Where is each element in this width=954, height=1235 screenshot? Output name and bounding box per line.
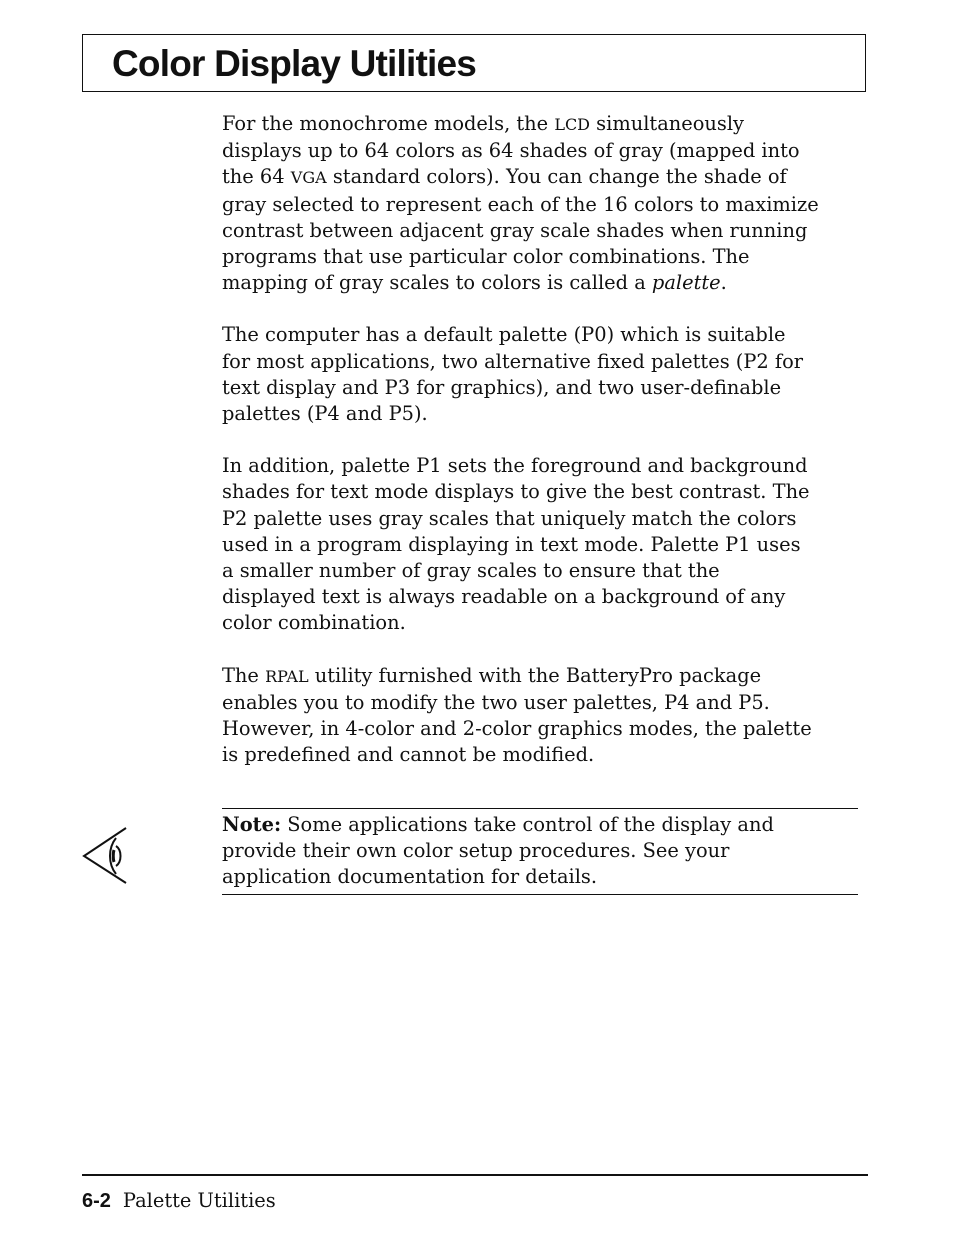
page-footer xyxy=(82,1188,276,1214)
footer-divider xyxy=(82,1174,868,1176)
p1-line-1-lcd: LCD xyxy=(554,115,591,134)
p4-line-1-rpal: RPAL xyxy=(265,666,309,686)
p1-line-3b: standard colors). You can change the shade of xyxy=(326,165,787,189)
p2-line-4: palettes (P4 and P5). xyxy=(222,402,428,426)
note-box xyxy=(222,808,858,895)
note-text xyxy=(222,812,858,891)
p3-line-3: P2 palette uses gray scales that uniquely match the colors xyxy=(222,506,797,530)
p1-line-3a: the 64 xyxy=(222,165,291,189)
p3-line-7: color combination. xyxy=(222,611,406,635)
paragraph-3 xyxy=(222,453,862,636)
section-name: Palette Utilities xyxy=(122,1189,276,1212)
paragraph-2 xyxy=(222,322,862,427)
title-box xyxy=(82,34,866,92)
p1-line-1a: For the monochrome models, the xyxy=(222,112,555,135)
p4-line-1b: utility furnished with the BatteryPro package xyxy=(308,663,762,687)
p3-line-5: a smaller number of gray scales to ensure that the xyxy=(222,559,720,583)
p3-line-4: used in a program displaying in text mode. Palette P1 uses xyxy=(222,532,801,556)
note-label: Note: xyxy=(222,813,282,836)
note-line-1: Some applications take control of the display and xyxy=(281,813,774,836)
p1-line-7-palette: palette xyxy=(651,271,721,295)
eye-icon xyxy=(80,826,130,886)
p3-line-2: shades for text mode displays to give the best contrast. The xyxy=(222,480,810,504)
p1-line-3-vga: VGA xyxy=(290,168,327,188)
p1-line-1b: simultaneously xyxy=(590,112,744,135)
paragraph-1 xyxy=(222,111,862,296)
p2-line-3: text display and P3 for graphics), and two user-definable xyxy=(222,375,782,399)
p1-line-7a: mapping of gray scales to colors is called a xyxy=(222,271,652,295)
p1-line-2: displays up to 64 colors as 64 shades of gray (mapped into xyxy=(222,139,800,163)
p3-line-1: In addition, palette P1 sets the foreground and background xyxy=(222,454,808,478)
p4-line-4: is predefined and cannot be modified. xyxy=(222,743,595,767)
p4-line-2: enables you to modify the two user palettes, P4 and P5. xyxy=(222,690,770,714)
note-line-3: application documentation for details. xyxy=(222,865,598,889)
body-text xyxy=(222,111,862,794)
p3-line-6: displayed text is always readable on a background of any xyxy=(222,585,786,609)
p2-line-1: The computer has a default palette (P0) which is suitable xyxy=(222,323,786,347)
page-number: 6-2 xyxy=(82,1190,111,1212)
p1-line-5: contrast between adjacent gray scale shades when running xyxy=(222,218,808,242)
note-line-2: provide their own color setup procedures. See your xyxy=(222,839,730,863)
p1-line-4: gray selected to represent each of the 16 colors to maximize xyxy=(222,192,819,216)
p4-line-3: However, in 4-color and 2-color graphics modes, the palette xyxy=(222,717,812,741)
paragraph-4 xyxy=(222,663,862,769)
page-title: Color Display Utilities xyxy=(112,43,477,84)
p2-line-2: for most applications, two alternative fixed palettes (P2 for xyxy=(222,349,804,373)
p4-line-1a: The xyxy=(222,663,266,687)
p1-line-7b: . xyxy=(720,271,727,295)
p1-line-6: programs that use particular color combinations. The xyxy=(222,245,750,269)
